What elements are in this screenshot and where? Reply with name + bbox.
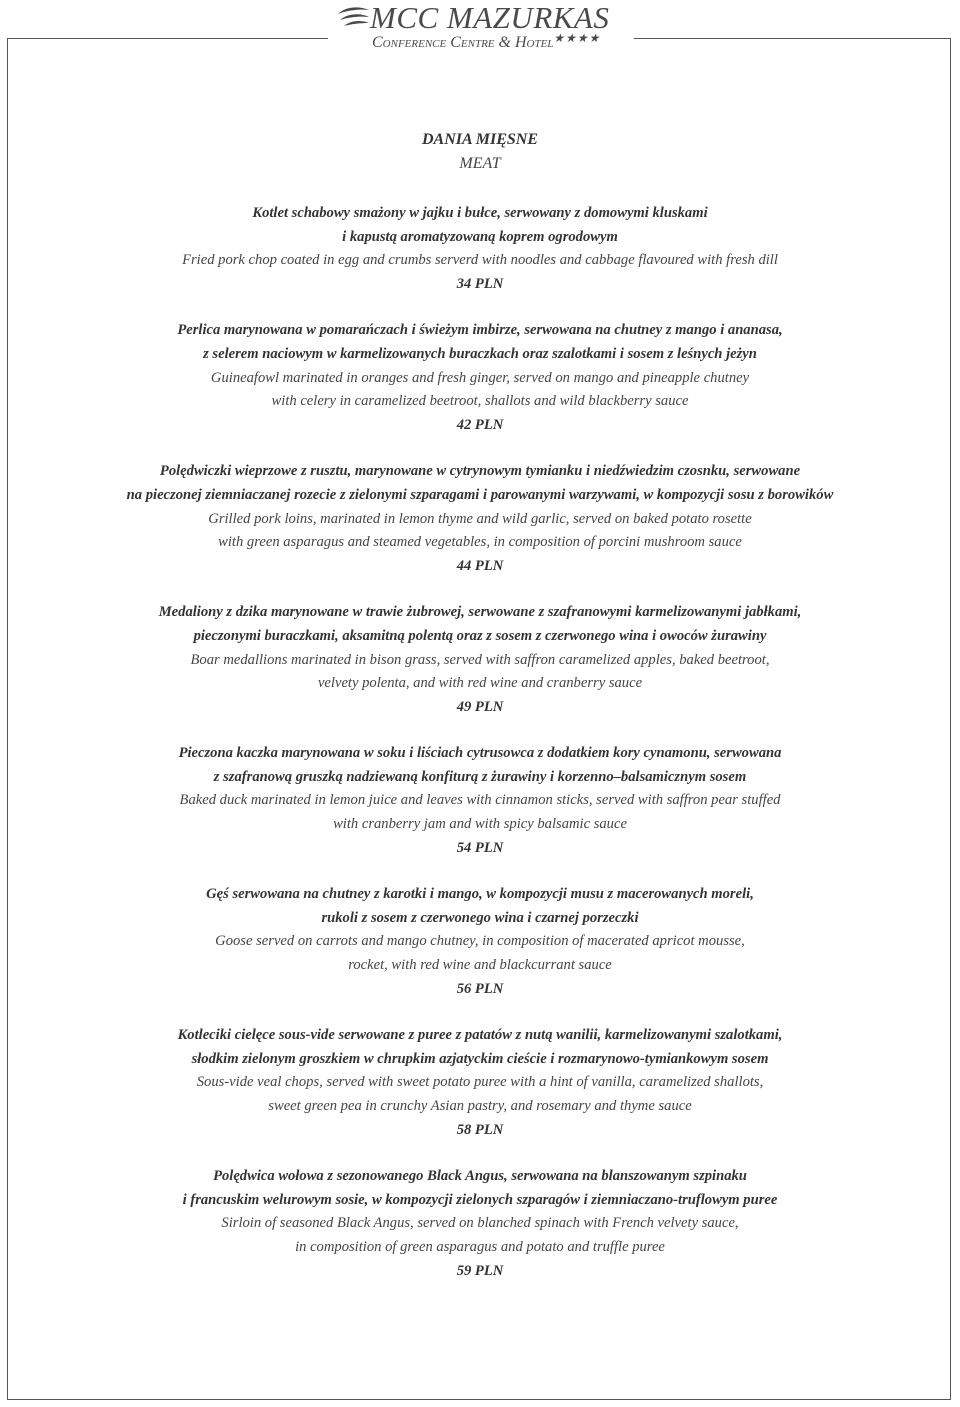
dish-name-en: Baked duck marinated in lemon juice and leaves with cinnamon sticks, served with saffron pear stuffed [179, 792, 781, 809]
dish-name-en: Goose served on carrots and mango chutney, in composition of macerated apricot mousse, [215, 933, 745, 950]
brand-name: MCC MAZURKAS [370, 0, 610, 35]
dish-name-pl: Polędwica wołowa z sezonowanego Black Angus, serwowana na blanszowanym szpinaku [213, 1168, 747, 1185]
dish-name-pl: z selerem naciowym w karmelizowanych buraczkach oraz szalotkami i sosem z leśnych jeżyn [203, 345, 757, 362]
dish-item [0, 883, 960, 1001]
dish-item [0, 202, 960, 296]
dish-name-pl: Perlica marynowana w pomarańczach i świeżym imbirze, serwowana na chutney z mango i ananasa, [177, 322, 783, 339]
dish-price: 59 PLN [456, 1262, 504, 1279]
dish-name-en: Sous-vide veal chops, served with sweet potato puree with a hint of vanilla, caramelized shallots, [196, 1074, 764, 1091]
dish-name-pl: z szafranową gruszką nadziewaną konfiturą z żurawiny i korzenno–balsamicznym sosem [213, 768, 747, 785]
dish-price: 58 PLN [456, 1121, 504, 1138]
section-subtitle: MEAT [459, 155, 501, 172]
dish-price: 44 PLN [456, 557, 504, 574]
dish-list [0, 202, 960, 1283]
section-title: DANIA MIĘSNE [421, 131, 539, 148]
dish-item [0, 1024, 960, 1142]
dish-name-pl: Kotleciki cielęce sous-vide serwowane z puree z patatów z nutą wanilii, karmelizowanymi szalotkami, [177, 1027, 783, 1044]
dish-name-en: with celery in caramelized beetroot, shallots and wild blackberry sauce [271, 393, 689, 410]
dish-item [0, 460, 960, 578]
dish-name-en: with cranberry jam and with spicy balsamic sauce [333, 816, 627, 833]
dish-name-en: in composition of green asparagus and potato and truffle puree [295, 1238, 665, 1255]
dish-name-pl: Kotlet schabowy smażony w jajku i bułce, serwowany z domowymi kluskami [252, 205, 708, 221]
dish-price: 34 PLN [456, 275, 504, 292]
dish-price: 49 PLN [456, 698, 504, 715]
dish-name-pl: Polędwiczki wieprzowe z rusztu, marynowane w cytrynowym tymianku i niedźwiedzim czosnku, serwowane [159, 463, 801, 480]
dish-item [0, 319, 960, 437]
dish-name-en: velvety polenta, and with red wine and cranberry sauce [317, 675, 643, 692]
dish-name-pl: rukoli z sosem z czerwonego wina i czarnej porzeczki [321, 909, 639, 926]
leaf-swirl-icon [336, 4, 370, 34]
dish-name-pl: na pieczonej ziemniaczanej rozecie z zielonymi szparagami i parowanymi warzywami, w kompozycji sosu z borowików [126, 486, 834, 503]
dish-item [0, 1165, 960, 1283]
dish-name-en: rocket, with red wine and blackcurrant sauce [348, 957, 612, 974]
dish-name-en: sweet green pea in crunchy Asian pastry, and rosemary and thyme sauce [268, 1098, 692, 1114]
dish-name-pl: słodkim zielonym groszkiem w chrupkim azjatyckim cieście i rozmarynowo-tymiankowym sosem [191, 1050, 769, 1067]
dish-name-pl: i kapustą aromatyzowaną koprem ogrodowym [342, 228, 618, 245]
dish-name-en: Boar medallions marinated in bison grass, served with saffron caramelized apples, baked beetroot, [190, 651, 770, 668]
dish-item [0, 601, 960, 719]
dish-name-pl: Pieczona kaczka marynowana w soku i liściach cytrusowca z dodatkiem kory cynamonu, serwowana [178, 745, 782, 762]
menu-content [0, 128, 960, 1283]
dish-name-en: Fried pork chop coated in egg and crumbs serverd with noodles and cabbage flavoured with fresh dill [182, 252, 778, 269]
dish-name-pl: Gęś serwowana na chutney z karotki i mango, w kompozycji musu z macerowanych moreli, [206, 886, 754, 903]
dish-name-pl: pieczonymi buraczkami, aksamitną polentą oraz z sosem z czerwonego wina i owoców żurawiny [193, 627, 767, 644]
dish-price: 54 PLN [456, 839, 504, 856]
brand-subline-text: Conference Centre & Hotel [372, 34, 554, 51]
dish-price: 56 PLN [456, 980, 504, 997]
dish-price: 42 PLN [456, 416, 504, 433]
dish-name-en: with green asparagus and steamed vegetables, in composition of porcini mushroom sauce [218, 534, 742, 551]
dish-name-pl: i francuskim welurowym sosie, w kompozycji zielonych szparagów i ziemniaczano-truflowym puree [182, 1191, 778, 1208]
dish-name-en: Grilled pork loins, marinated in lemon thyme and wild garlic, served on baked potato rosette [208, 510, 752, 527]
hotel-logo [336, 0, 636, 54]
dish-name-en: Guineafowl marinated in oranges and fresh ginger, served on mango and pineapple chutney [210, 369, 750, 386]
dish-item [0, 742, 960, 860]
hotel-stars: ★★★★ [553, 31, 601, 45]
dish-name-pl: Medaliony z dzika marynowane w trawie żubrowej, serwowane z szafranowymi karmelizowanymi jabłkami, [158, 604, 802, 621]
brand-subline [372, 31, 601, 52]
dish-name-en: Sirloin of seasoned Black Angus, served on blanched spinach with French velvety sauce, [221, 1215, 739, 1232]
